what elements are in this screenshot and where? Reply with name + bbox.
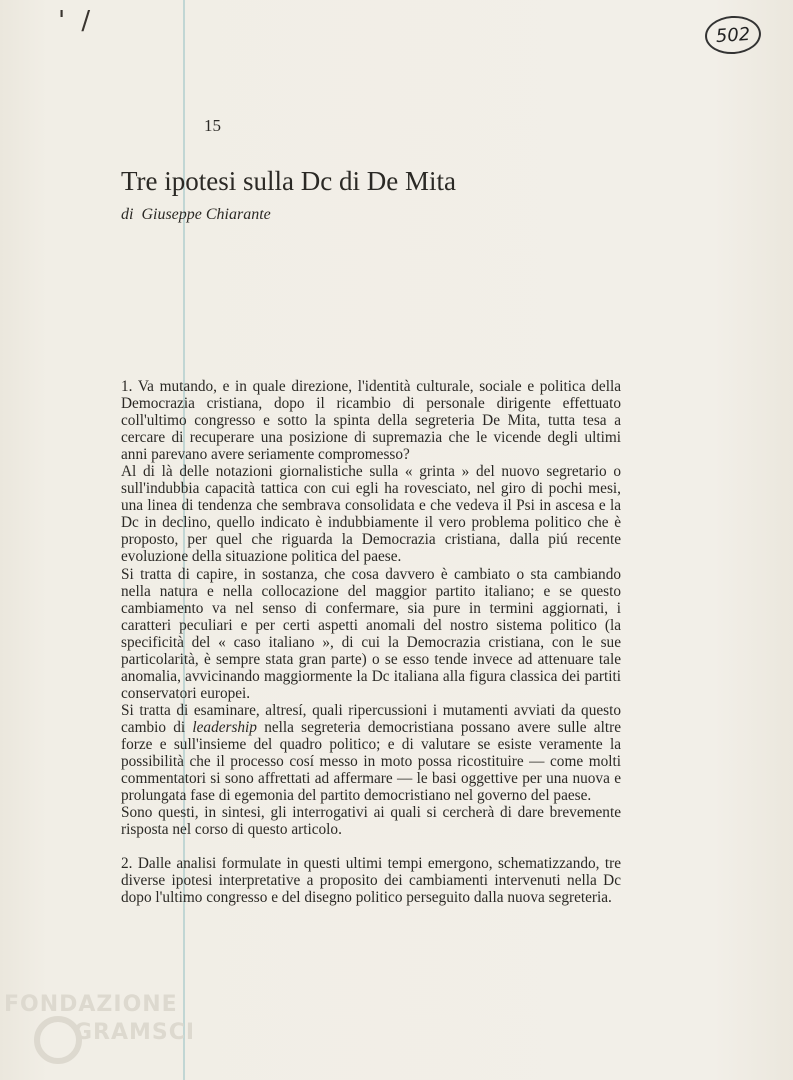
- article-body: [121, 378, 621, 906]
- author-name: Giuseppe Chiarante: [141, 206, 271, 223]
- handwritten-marks: ' /: [58, 6, 95, 36]
- paragraph: Si tratta di capire, in sostanza, che cosa davvero è cambiato o sta cambiando nella natura e nella collocazione del maggior partito italiano; e se questo cambiamento va nel senso di confermare, sia pure in termini aggiornati, i caratteri peculiari e per certi aspetti anomali del nostro sistema politico (la specificità del « caso italiano », di cui la Democrazia cristiana, con le sue particolarità, è sempre stata gran parte) o se esso tende invece ad attenuare tale anomalia, avvicinando maggiormente la Dc italiana alla figura classica dei partiti conservatori europei.: [121, 565, 621, 702]
- paragraph: Sono questi, in sintesi, gli interrogativi ai quali si cercherà di dare brevemente risposta nel corso di questo articolo.: [121, 804, 621, 839]
- watermark-logo-icon: [34, 1016, 82, 1064]
- page-number: 15: [204, 116, 221, 135]
- watermark-line2: GRAMSCI: [74, 1020, 196, 1045]
- article-title: Tre ipotesi sulla Dc di De Mita: [121, 166, 456, 196]
- paragraph: 1. Va mutando, e in quale direzione, l'identità culturale, sociale e politica della Democrazia cristiana, dopo il ricambio di personale dirigente effettuato coll'ultimo congresso e sotto la spinta della segreteria De Mita, tutta tesa a cercare di recuperare una posizione di supremazia che le vicende degli ultimi anni parevano avere seriamente compromesso?: [121, 378, 621, 464]
- fondazione-gramsci-watermark: [4, 990, 196, 1070]
- paragraph: Al di là delle notazioni giornalistiche sulla « grinta » del nuovo segretario o sull'indubbia capacità tattica con cui egli ha rovesciato, nel giro di pochi mesi, una linea di tendenza che sembrava consolidata e che vedeva il Psi in ascesa e la Dc in declino, quello indicato è indubbiamente il vero problema politico che è proposto, per quel che riguarda la Democrazia cristiana, dalla piú recente evoluzione della situazione politica del paese.: [121, 463, 621, 566]
- paragraph: 2. Dalle analisi formulate in questi ultimi tempi emergono, schematizzando, tre diverse ipotesi interpretative a proposito dei cambiamenti intervenuti nella Dc dopo l'ultimo congresso e del disegno politico perseguito dalla nuova segreteria.: [121, 855, 621, 907]
- watermark-line1: FONDAZIONE: [4, 992, 178, 1017]
- paragraph: Si tratta di esaminare, altresí, quali ripercussioni i mutamenti avviati da questo cambio di leadership nella segreteria democristiana possano avere sulle altre forze e sull'insieme del quadro politico; e di valutare se esiste veramente la possibilità che il processo cosí messo in moto possa ricostituire — come molti commentatori si sono affrettati ad affermare — le basi oggettive per una nuova e prolungata fase di egemonia del partito democristiano nel governo del paese.: [121, 701, 621, 805]
- article-author: [121, 206, 271, 224]
- author-prefix: di: [121, 206, 134, 223]
- archive-stamp: 502: [704, 14, 763, 56]
